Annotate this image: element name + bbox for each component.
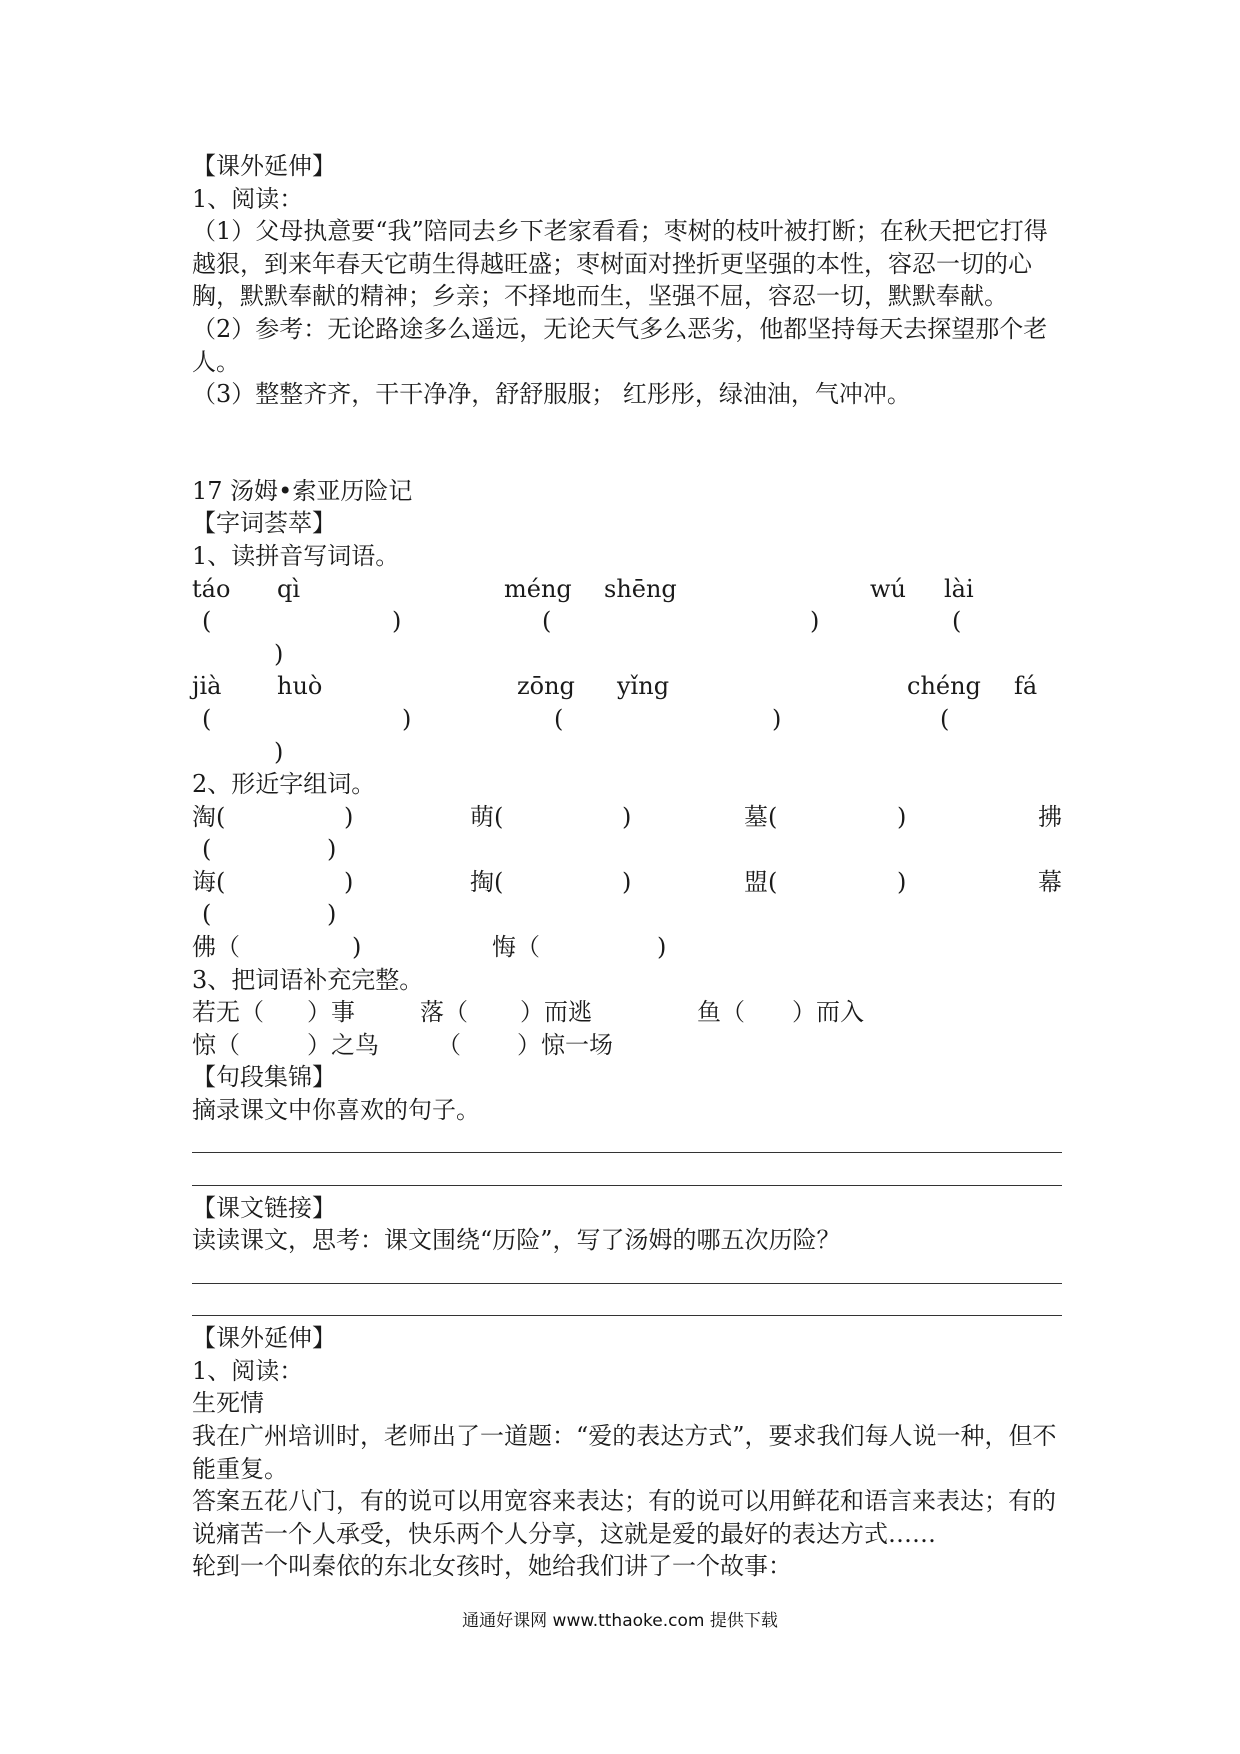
question-label: 1、阅读： (192, 1356, 304, 1385)
answer-paragraph: （3）整整齐齐，干干净净，舒舒服服； 红彤彤，绿油油，气冲冲。 (192, 380, 911, 409)
pinyin: chéng (907, 672, 981, 701)
fill-item: 鱼（ (697, 998, 745, 1027)
fill-row[interactable] (192, 1029, 1062, 1062)
answer-paragraph: （2）参考：无论路途多么遥远，无论天气多么恶劣，他都坚持每天去探望那个老人。 (192, 314, 1048, 376)
char-item: 掏( (470, 867, 504, 896)
answer-paragraph: （1）父母执意要“我”陪同去乡下老家看看；枣树的枝叶被打断；在秋天把它打得越狠，到来年春天它萌生得越旺盛；枣树面对挫折更坚强的本性，容忍一切的心胸，默默奉献的精神；乡亲；不择地而生，坚强不屈，容忍一切，默默奉献。 (192, 217, 1048, 311)
fill-item: 若无（ (192, 998, 264, 1027)
section-heading: 【课外延伸】 (192, 152, 336, 180)
question-label: 1、读拼音写词语。 (192, 541, 400, 570)
story-title: 生死情 (192, 1389, 264, 1418)
pinyin: lài (944, 574, 974, 603)
char-row[interactable]: 淘( ) 萌( ) 墓( ) 拂 (192, 801, 1062, 834)
pinyin: zōng (517, 672, 575, 701)
story-paragraph: 答案五花八门，有的说可以用宽容来表达；有的说可以用鲜花和语言来表达；有的说痛苦一个人承受，快乐两个人分享，这就是爱的最好的表达方式…… (192, 1487, 1056, 1548)
char-item: 墓( (744, 802, 778, 831)
fill-item: （ (437, 1030, 461, 1059)
answer-line[interactable] (192, 1159, 1062, 1192)
fill-item: 落（ (420, 998, 468, 1027)
answer-blank-row[interactable]: ( ) ( ) ( (202, 704, 950, 733)
answer-blank-row[interactable]: ( ) ( ) ( (202, 607, 962, 636)
pinyin: jià (192, 672, 222, 701)
question-label: 3、把词语补充完整。 (192, 965, 424, 994)
fill-row[interactable] (192, 996, 1062, 1029)
story-paragraph: 我在广州培训时，老师出了一道题：“爱的表达方式”，要求我们每人说一种，但不能重复。 (192, 1421, 1057, 1483)
fill-item: ）惊一场 (517, 1030, 613, 1059)
char-item: 幕 (1038, 867, 1062, 896)
fill-item: ）而入 (792, 998, 864, 1027)
lesson-title: 17 汤姆•索亚历险记 (192, 476, 413, 505)
char-item: 诲( (192, 867, 226, 896)
prompt: 摘录课文中你喜欢的句子。 (192, 1096, 480, 1125)
section-heading: 【字词荟萃】 (192, 509, 336, 538)
pinyin: táo (192, 574, 231, 603)
char-item: 淘( (192, 802, 226, 831)
pinyin: shēng (604, 574, 677, 603)
fill-item: ）之鸟 (307, 1030, 379, 1059)
pinyin: qì (277, 574, 301, 603)
char-row[interactable]: 诲( ) 掏( ) 盟( ) 幕 (192, 866, 1062, 899)
section-heading: 【课文链接】 (192, 1193, 336, 1222)
pinyin: fá (1014, 672, 1038, 701)
char-item: 悔（ (492, 933, 540, 962)
question-label: 1、阅读： (192, 184, 304, 213)
answer-line[interactable] (192, 1290, 1062, 1323)
char-item: 盟( (744, 867, 778, 896)
char-item: 拂 (1038, 802, 1062, 831)
fill-item: ）而逃 (520, 998, 592, 1027)
char-row[interactable]: 佛（ ) 悔（ ) (192, 931, 1062, 964)
char-item: 萌( (470, 802, 504, 831)
pinyin: huò (277, 672, 323, 701)
section-heading: 【课外延伸】 (192, 1324, 336, 1353)
answer-line[interactable] (192, 1127, 1062, 1160)
section-heading: 【句段集锦】 (192, 1063, 336, 1092)
pinyin: méng (504, 574, 572, 603)
pinyin: wú (870, 574, 906, 603)
document-page: 【课外延伸】 1、阅读： （1）父母执意要“我”陪同去乡下老家看看；枣树的枝叶被打断；在秋天把它打得越狠，到来年春天它萌生得越旺盛；枣树面对挫折更坚强的本性，容忍一切的心胸，默默奉献的精神；乡亲；不择地而生，坚强不屈，容忍一切，默默奉献。 （2）参考：无论路途多么遥远，无论天气多么恶劣，他都坚持每天去探望那个老人。 （3）整整齐齐，干干净净，舒舒服服； 红彤彤，绿油油，气冲冲。 17 汤姆•索亚历险记 【字词荟萃】 1、读拼音写词语。 táo qì méng shēng wú lài ( ) ( ) ( ) jià huò zōng yǐng chéng fá ( ) ( ) ( ) 2、形近字组词。 淘( ) 萌( ) 墓( ) 拂 ( ) 诲( ) 掏( ) 盟( ) 幕 ( ) 佛（ ) 悔（ ) 3、把词语补充完整。 若无（ ）事 落（ ）而逃 鱼（ ）而入 惊（ ）之鸟 （ ）惊一场 【句段集锦】 摘录课文中你喜欢的句子。 【课文链接】 读读课文，思考：课文围绕“历险”，写了汤姆的哪五次历险？ 【课外延伸】 1、阅读： 生死情 我在广州培训时，老师出了一道题：“爱的表达方式”，要求我们每人说一种，但不能重复。 答案五花八门，有的说可以用宽容来表达；有的说可以用鲜花和语言来表达；有的说痛苦一个人承受，快乐两个人分享，这就是爱的最好的表达方式…… 轮到一个叫秦依的东北女孩时，她给我们讲了一个故事： (192, 150, 1062, 1583)
pinyin-row (192, 670, 1062, 703)
fill-item: 惊（ (192, 1030, 240, 1059)
pinyin: yǐng (617, 672, 670, 701)
fill-item: ）事 (307, 998, 355, 1027)
char-item: 佛（ (192, 933, 240, 962)
question-label: 2、形近字组词。 (192, 770, 376, 799)
pinyin-row (192, 573, 1062, 606)
story-paragraph: 轮到一个叫秦依的东北女孩时，她给我们讲了一个故事： (192, 1552, 792, 1581)
footer-credit: 通通好课网 www.tthaoke.com 提供下载 (462, 1611, 778, 1631)
prompt: 读读课文，思考：课文围绕“历险”，写了汤姆的哪五次历险？ (192, 1226, 841, 1255)
answer-line[interactable] (192, 1257, 1062, 1290)
